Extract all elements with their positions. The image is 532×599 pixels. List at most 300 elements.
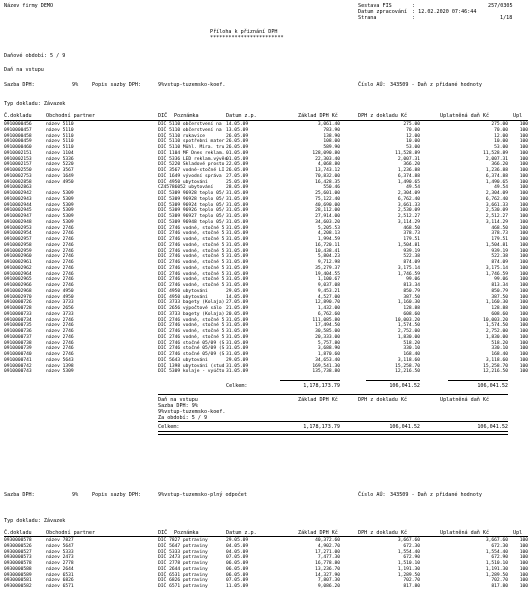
cell-ded: 1,504.81: [485, 242, 508, 248]
cell-date: 31.05.09: [226, 369, 249, 375]
cell-vat: 128.88: [403, 306, 420, 311]
cell-pct: 100: [519, 248, 528, 254]
col-pct: Upl: [513, 113, 523, 119]
cell-partner: název 2746: [46, 334, 74, 340]
cell-note: DIČ 2746 vodné, stočné 5: [158, 242, 225, 248]
direction-label: Daň na vstupu: [4, 67, 44, 73]
report-sep: :: [412, 3, 416, 9]
cell-vat: 12,216.50: [395, 369, 420, 375]
cell-ded: 1,510.10: [485, 561, 508, 566]
col-vat-id: DIČ: [158, 530, 168, 536]
cell-base: 589.90: [323, 145, 340, 150]
cell-base: 3,061.40: [317, 122, 340, 127]
cell-ded: 3,118.60: [485, 357, 508, 363]
cell-date: 31.05.09: [226, 202, 249, 208]
cell-date: 31.05.09: [226, 254, 249, 260]
cell-vat: 1,289.50: [397, 572, 420, 578]
cell-date: 26.05.09: [226, 168, 249, 173]
cell-ded: 850.79: [491, 288, 508, 294]
cell-note: DIČ 5110 spotřební mater: [158, 139, 225, 145]
cell-doc: 0910002961: [4, 260, 32, 265]
cell-pct: 100: [519, 139, 528, 145]
summary-mid-rule: [158, 421, 508, 422]
cell-note: DIČ 3567 vodné-stočné LI: [158, 168, 225, 173]
cell-pct: 100: [519, 231, 528, 237]
cell-doc: 0910000456: [4, 122, 32, 127]
cell-partner: název 5220: [46, 162, 74, 168]
cell-vat: 366.20: [403, 162, 420, 168]
cell-base: 16,720.11: [315, 242, 340, 248]
cell-vat: 2,530.09: [397, 208, 420, 214]
header-rule-2: [4, 536, 528, 537]
total-ded: 106,041.52: [477, 383, 508, 389]
cell-partner: název 5647: [46, 543, 74, 549]
cell-ded: 275.00: [491, 122, 508, 127]
cell-partner: název 5110: [46, 133, 74, 139]
cell-vat: 168.40: [403, 352, 420, 357]
cell-vat: 850.79: [403, 288, 420, 294]
cell-note: DIČ 5336 LED reklam.vývěs: [158, 156, 228, 162]
cell-ded: 3,661.33: [485, 202, 508, 208]
cell-base: 1,432.00: [317, 306, 340, 311]
cell-partner: název 2746: [46, 340, 74, 346]
cell-ded: 1,830.00: [485, 334, 508, 340]
cell-pct: 100: [519, 254, 528, 260]
cell-date: 31.05.09: [226, 242, 249, 248]
cell-date: 31.05.09: [226, 323, 249, 329]
report-value: 257/0305: [488, 3, 513, 9]
cell-ded: 702.70: [491, 578, 508, 584]
cell-doc: 0910000739: [4, 346, 32, 352]
cell-vat: 817.80: [403, 584, 420, 589]
cell-base: 14,327.90: [315, 572, 340, 578]
cell-vat: 6,374.88: [397, 173, 420, 179]
cell-partner: název 2656: [46, 306, 74, 311]
cell-vat: 6,762.40: [397, 196, 420, 202]
col-base: Základ DPH Kč: [298, 113, 338, 119]
cell-pct: 100: [519, 283, 528, 288]
cell-base: 135,738.80: [312, 369, 340, 375]
cell-vat: 2,007.31: [397, 156, 420, 162]
cell-doc: 0930000588: [4, 566, 32, 572]
cell-note: DIČ 3733 bagety (Kolaja): [158, 300, 225, 306]
cell-base: 1,870.60: [317, 352, 340, 357]
cell-date: 14.05.09: [226, 294, 249, 300]
cell-doc: 0910002943: [4, 196, 32, 202]
cell-pct: 100: [519, 300, 528, 306]
cell-pct: 100: [519, 122, 528, 127]
cell-doc: 0910002954: [4, 231, 32, 237]
cell-base: 9,037.08: [317, 283, 340, 288]
cell-base: 5,205.53: [317, 225, 340, 231]
cell-partner: název 2473: [46, 555, 74, 561]
cell-base: 70,832.00: [315, 173, 340, 179]
cell-ded: 1,490.65: [485, 179, 508, 185]
cell-ded: 1,236.88: [485, 168, 508, 173]
cell-note: DIČ 5647 potraviny: [158, 543, 208, 549]
cell-date: 14.05.09: [226, 122, 249, 127]
cell-vat: 3,114.29: [397, 219, 420, 225]
header-rule: [4, 120, 528, 121]
rate-desc-label: Popis sazby DPH:: [92, 82, 142, 88]
cell-vat: 608.60: [403, 311, 420, 317]
cell-date: 31.05.09: [226, 317, 249, 323]
cell-doc: 0910000735: [4, 323, 32, 329]
cell-base: 28,112.00: [315, 208, 340, 214]
cell-date: 29.05.09: [226, 357, 249, 363]
cell-doc: 0910000733: [4, 311, 32, 317]
cell-date: 06.05.09: [226, 572, 249, 578]
cell-partner: název 1104: [46, 150, 74, 156]
cell-pct: 100: [519, 317, 528, 323]
cell-partner: název 5309: [46, 196, 74, 202]
cell-partner: název 2746: [46, 248, 74, 254]
cell-pct: 100: [519, 561, 528, 566]
cell-pct: 100: [519, 363, 528, 369]
summary-total-vat: 106,041.52: [389, 424, 420, 430]
cell-ded: 53.00: [494, 145, 508, 150]
cell-base: 25,601.00: [315, 191, 340, 196]
cell-date: 31.05.09: [226, 340, 249, 346]
cell-date: 31.05.09: [226, 271, 249, 277]
cell-note: DIČ 2746 vodné, stočné 5: [158, 237, 225, 242]
cell-note: DIČ 1398 ubytování (stud: [158, 363, 225, 369]
cell-doc: 0910002947: [4, 214, 32, 219]
cell-note: DIČ 7827 potraviny: [158, 538, 208, 543]
cell-ded: 939.19: [491, 248, 508, 254]
rate-desc-value-2: 9%vstup-tuzemsko-plný odpočet: [158, 492, 247, 498]
cell-base: 17,271.00: [315, 549, 340, 555]
cell-vat: 1,554.40: [397, 549, 420, 555]
cell-date: 20.05.09: [226, 311, 249, 317]
cell-date: 29.05.09: [226, 538, 249, 543]
cell-ded: 12.00: [494, 133, 508, 139]
cell-pct: 100: [519, 191, 528, 196]
cell-vat: 672.90: [403, 555, 420, 561]
cell-partner: název 5309: [46, 202, 74, 208]
cell-vat: 330.10: [403, 346, 420, 352]
period-value: 5 / 9: [50, 53, 66, 59]
cell-partner: název 2746: [46, 237, 74, 242]
cell-doc: 0910002960: [4, 254, 32, 260]
cell-vat: 1,830.00: [397, 334, 420, 340]
summary-top-rule: [158, 394, 508, 395]
cell-ded: 330.10: [491, 346, 508, 352]
cell-vat: 11,528.89: [395, 150, 420, 156]
cell-ded: 3,175.14: [485, 265, 508, 271]
cell-ded: 817.80: [491, 584, 508, 589]
processed-value: : 12.02.2020 07:46:44: [412, 9, 477, 15]
cell-note: DIČ 2746 vodné, stočné 5: [158, 265, 225, 271]
cell-date: 21.05.09: [226, 306, 249, 311]
cell-date: 31.05.09: [226, 265, 249, 271]
col-pct: Upl: [513, 530, 523, 536]
col-vat-id: DIČ: [158, 113, 168, 119]
cell-note: DIČ 2746 vodné, stočné 5: [158, 260, 225, 265]
cell-date: 31.05.09: [226, 196, 249, 202]
cell-doc: 0910002959: [4, 248, 32, 254]
cell-base: 17,494.50: [315, 323, 340, 329]
cell-vat: 522.38: [403, 254, 420, 260]
cell-partner: název 2746: [46, 352, 74, 357]
cell-base: 40,690.00: [315, 202, 340, 208]
cell-date: 31.05.09: [226, 208, 249, 214]
cell-date: 31.05.09: [226, 248, 249, 254]
cell-note: DIČ 4950 ubytování: [158, 179, 208, 185]
cell-note: DIČ 5333 potraviny: [158, 549, 208, 555]
cell-pct: 100: [519, 179, 528, 185]
cell-doc: 0910002153: [4, 156, 32, 162]
cell-date: 13.05.09: [226, 127, 249, 133]
title-underline: ************************: [210, 35, 284, 41]
page-title: Příloha k přiznání DPH: [210, 29, 278, 35]
col-doc: Č.dokladu: [4, 113, 32, 119]
cell-base: 111,085.80: [312, 317, 340, 323]
col-date: Datum z.p.: [226, 113, 257, 119]
cell-base: 5,757.80: [317, 340, 340, 346]
cell-base: 128,090.80: [312, 150, 340, 156]
cell-doc: 0930000526: [4, 543, 32, 549]
company-name: Název firmy DEMO: [4, 3, 54, 9]
cell-pct: 100: [519, 242, 528, 248]
cell-ded: 10,003.20: [483, 317, 508, 323]
cell-ded: 1,746.59: [485, 271, 508, 277]
cell-date: 06.05.09: [226, 561, 249, 566]
cell-date: 01.05.09: [226, 150, 249, 156]
cell-base: 13,236.70: [315, 566, 340, 572]
cell-doc: 0910002957: [4, 237, 32, 242]
cell-ded: 3,667.60: [485, 538, 508, 543]
cell-partner: název 5110: [46, 127, 74, 133]
col-ded: Uplatněná daň Kč: [440, 113, 490, 119]
cell-note: CZ45786052 ubytování: [158, 185, 214, 191]
cell-doc: 0910000458: [4, 133, 32, 139]
summary-bottom-rule: [158, 431, 508, 435]
cell-note: DIČ 1649 vývodní správa: [158, 173, 222, 179]
cell-partner: název 3733: [46, 300, 74, 306]
cell-pct: 100: [519, 572, 528, 578]
cell-note: DIČ 5110 rukavice: [158, 133, 206, 139]
cell-doc: 0910000457: [4, 127, 32, 133]
cell-pct: 100: [519, 334, 528, 340]
page-label: Strana: [358, 15, 377, 21]
cell-partner: název 5110: [46, 122, 74, 127]
cell-partner: název 5309: [46, 219, 74, 225]
cell-note: DIČ 2746 vodné, stočné 5: [158, 254, 225, 260]
cell-ded: 168.40: [491, 352, 508, 357]
cell-note: DIČ 2746 stočné 05/09 (S: [158, 340, 225, 346]
cell-date: 01.05.09: [226, 156, 249, 162]
cell-base: 34,653.40: [315, 357, 340, 363]
cell-pct: 100: [519, 185, 528, 191]
cell-vat: 3,667.60: [397, 538, 420, 543]
cell-ded: 608.60: [491, 311, 508, 317]
cell-base: 35,279.37: [315, 265, 340, 271]
cell-note: DIČ 5110 občerstvení na: [158, 127, 222, 133]
cell-doc: 0910002151: [4, 150, 32, 156]
cell-date: 11.05.09: [226, 584, 249, 589]
cell-doc: 0910002965: [4, 277, 32, 283]
cell-ded: 1,289.50: [485, 572, 508, 578]
col-base: Základ DPH Kč: [298, 530, 338, 536]
cell-pct: 100: [519, 538, 528, 543]
report-label: Sestava FIS: [358, 3, 392, 9]
cell-partner: název 2746: [46, 271, 74, 277]
summary-direction: Daň na vstupu: [158, 397, 198, 403]
cell-note: DIČ 5309 96924 teplo 05/: [158, 202, 225, 208]
cell-base: 9,453.21: [317, 288, 340, 294]
cell-base: 5,804.23: [317, 254, 340, 260]
cell-note: DIČ 5643 ubytování: [158, 357, 208, 363]
cell-ded: 6,762.40: [485, 196, 508, 202]
cell-date: 26.05.09: [226, 133, 249, 139]
rate-label: Sazba DPH:: [4, 82, 35, 88]
cell-note: DIČ 2746 stočné 05/09 (S: [158, 346, 225, 352]
cell-pct: 100: [519, 168, 528, 173]
cell-pct: 100: [519, 578, 528, 584]
total-label: Celkem:: [226, 383, 248, 389]
cell-note: DIČ 2746 stočné 05/09 (S: [158, 352, 225, 357]
cell-partner: název 2778: [46, 561, 74, 566]
cell-partner: název 5309: [46, 214, 74, 219]
cell-partner: název 3733: [46, 311, 74, 317]
cell-pct: 100: [519, 237, 528, 242]
summary-base-header: Základ DPH Kč: [298, 397, 338, 403]
cell-vat: 1,191.30: [397, 566, 420, 572]
cell-doc: 0930000573: [4, 555, 32, 561]
cell-vat: 1,504.81: [397, 242, 420, 248]
cell-doc: 0930000582: [4, 584, 32, 589]
cell-ded: 1,160.30: [485, 300, 508, 306]
cell-pct: 100: [519, 294, 528, 300]
cell-note: DIČ 5309 96928 teplo 05/: [158, 196, 225, 202]
cell-pct: 100: [519, 323, 528, 329]
cell-ded: 49.54: [494, 185, 508, 191]
cell-vat: 3,118.60: [397, 357, 420, 363]
cell-partner: název 1649: [46, 173, 74, 179]
cell-base: 4,068.80: [317, 162, 340, 168]
cell-partner: název 2746: [46, 317, 74, 323]
cell-doc: 0910002944: [4, 202, 32, 208]
cell-pct: 100: [519, 260, 528, 265]
cell-date: 31.05.09: [226, 191, 249, 196]
cell-partner: název 5643: [46, 357, 74, 363]
cell-note: DIČ 2746 vodné, stočné 5: [158, 277, 225, 283]
cell-partner: název 4950: [46, 288, 74, 294]
cell-base: 10,438.41: [315, 248, 340, 254]
cell-note: DIČ 3733 bagety (Kolaja): [158, 311, 225, 317]
cell-vat: 53.00: [406, 145, 420, 150]
account-label-2: Číslo AÚ:: [358, 492, 386, 498]
account-value-2: 343509 - Daň z přidané hodnoty: [390, 492, 483, 498]
cell-doc: 0910002970: [4, 294, 32, 300]
cell-vat: 518.20: [403, 340, 420, 346]
cell-vat: 2,304.09: [397, 191, 420, 196]
cell-doc: 0930000527: [4, 549, 32, 555]
cell-pct: 100: [519, 584, 528, 589]
cell-note: DIČ 5110 Mühl. Mira. tru: [158, 145, 225, 150]
cell-base: 22,303.40: [315, 156, 340, 162]
cell-base: 27,914.00: [315, 214, 340, 219]
cell-pct: 100: [519, 271, 528, 277]
cell-note: DIČ 1104 MF Dnes reklam.: [158, 150, 225, 156]
cell-base: 1,100.67: [317, 277, 340, 283]
cell-doc: 0910000460: [4, 145, 32, 150]
cell-pct: 100: [519, 352, 528, 357]
summary-period: Za období: 5 / 9: [158, 415, 208, 421]
cell-vat: 3,661.33: [397, 202, 420, 208]
cell-pct: 100: [519, 357, 528, 363]
cell-date: 31.05.09: [226, 225, 249, 231]
cell-doc: 0910000737: [4, 334, 32, 340]
total-rule-ded: [448, 380, 508, 381]
cell-ded: 672.30: [491, 543, 508, 549]
cell-base: 13,743.12: [315, 168, 340, 173]
cell-note: DIČ 2746 vodné, stočné 5: [158, 317, 225, 323]
cell-partner: název 1398: [46, 363, 74, 369]
cell-doc: 0910002858: [4, 179, 32, 185]
rate-value: 9%: [72, 82, 79, 88]
cell-vat: 1,160.30: [397, 300, 420, 306]
cell-base: 34,603.20: [315, 219, 340, 225]
cell-ded: 179.51: [491, 237, 508, 242]
cell-ded: 2,752.00: [485, 329, 508, 334]
cell-note: DIČ 6826 potraviny: [158, 578, 208, 584]
cell-note: DIČ 4950 ubytování: [158, 294, 208, 300]
cell-pct: 100: [519, 208, 528, 214]
cell-note: DIČ 6571 potraviny: [158, 584, 208, 589]
cell-pct: 100: [519, 277, 528, 283]
cell-partner: název 5110: [46, 139, 74, 145]
cell-doc: 0910002945: [4, 208, 32, 214]
cell-doc: 0910000736: [4, 329, 32, 334]
cell-base: 3,688.90: [317, 346, 340, 352]
summary-total-base: 1,178,173.79: [303, 424, 340, 430]
cell-partner: název 2746: [46, 254, 74, 260]
cell-vat: 3,175.14: [397, 265, 420, 271]
col-vat: DPH z dokladu Kč: [358, 113, 408, 119]
cell-partner: název 2746: [46, 231, 74, 237]
cell-ded: 15,258.70: [483, 363, 508, 369]
cell-note: DIČ 2656 výpočtové sálo: [158, 306, 222, 311]
cell-vat: 874.09: [403, 260, 420, 265]
cell-doc: 0910002964: [4, 271, 32, 277]
cell-vat: 1,746.59: [397, 271, 420, 277]
doc-type-2: Typ dokladu: Závazek: [4, 518, 66, 524]
cell-doc: 0910000738: [4, 340, 32, 346]
cell-doc: 0910002953: [4, 225, 32, 231]
cell-vat: 1,236.88: [397, 168, 420, 173]
cell-pct: 100: [519, 543, 528, 549]
cell-pct: 100: [519, 150, 528, 156]
cell-vat: 2,512.27: [397, 214, 420, 219]
cell-date: 31.05.09: [226, 219, 249, 225]
cell-note: DIČ 2746 vodné, stočné 5: [158, 271, 225, 277]
cell-vat: 813.34: [403, 283, 420, 288]
cell-note: DIČ 5309 96927 teplo 05/: [158, 214, 225, 219]
cell-ded: 128.88: [491, 306, 508, 311]
cell-pct: 100: [519, 566, 528, 572]
rate-desc-value: 9%vstup-tuzemsko-koef.: [158, 82, 226, 88]
cell-note: DIČ 2746 vodné, stočné 5: [158, 248, 225, 254]
cell-pct: 100: [519, 306, 528, 311]
cell-ded: 11,528.89: [483, 150, 508, 156]
cell-date: 31.05.09: [226, 237, 249, 242]
cell-date: 07.05.09: [226, 555, 249, 561]
cell-base: 16,778.80: [315, 561, 340, 566]
cell-doc: 0910000728: [4, 306, 32, 311]
cell-doc: 0930000581: [4, 578, 32, 584]
